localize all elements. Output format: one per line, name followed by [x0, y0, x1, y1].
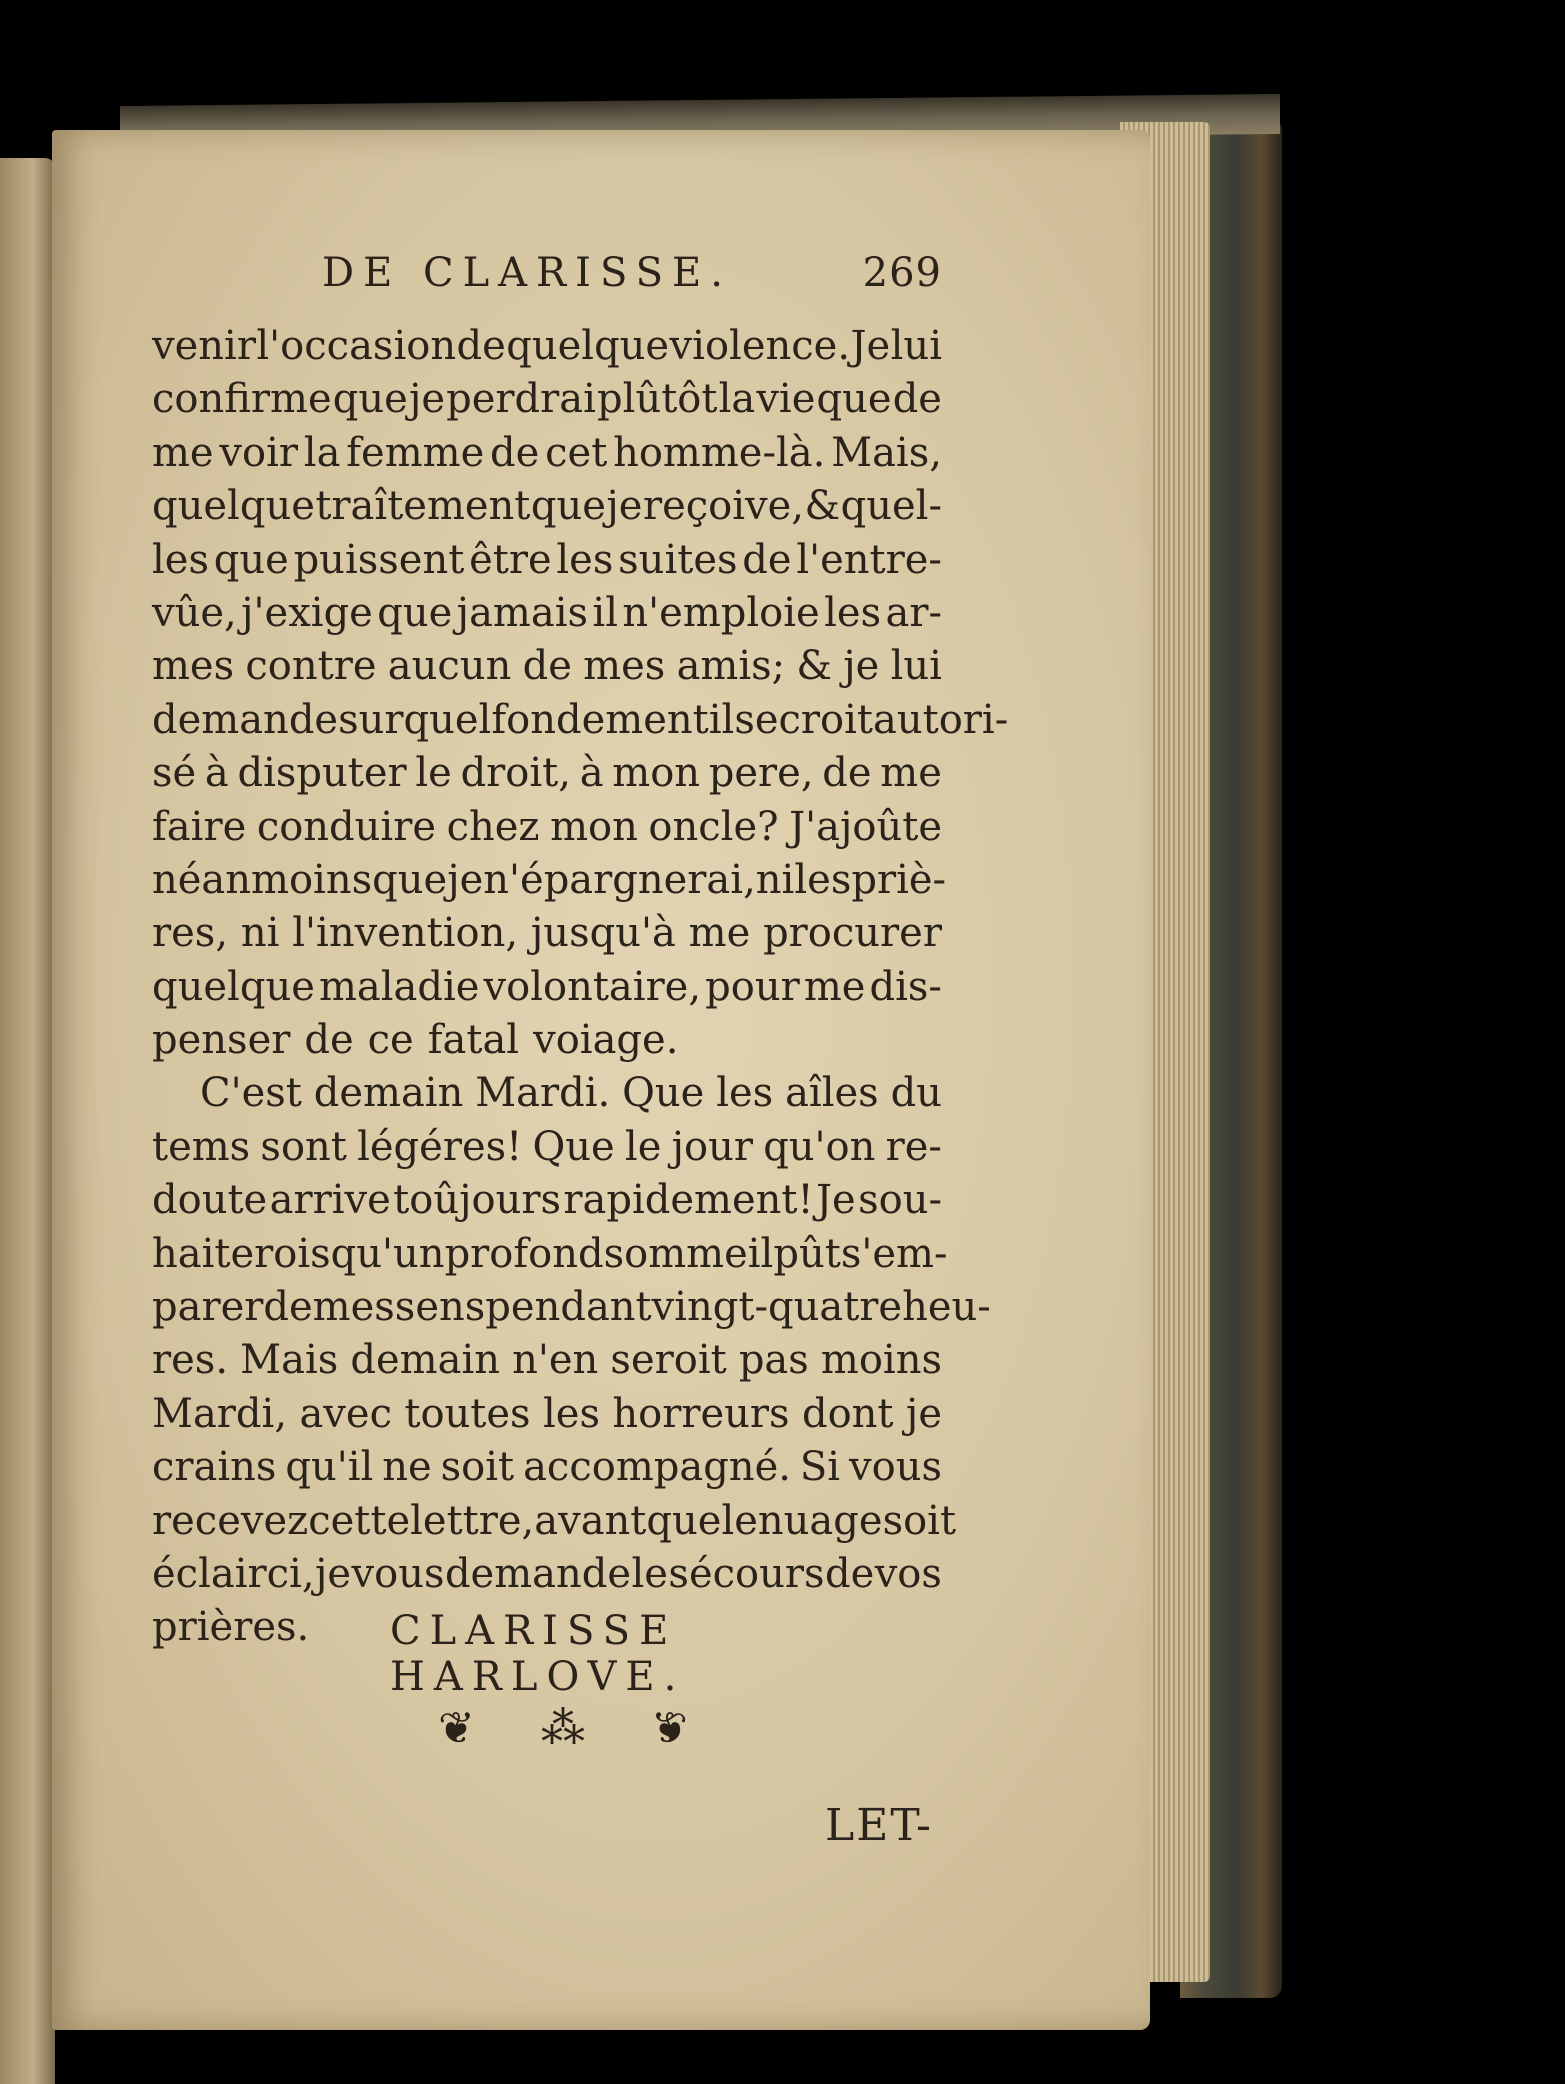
word: C'est [200, 1070, 302, 1117]
word: que [332, 376, 408, 423]
word: dont [801, 1390, 894, 1437]
word: ni [755, 856, 795, 903]
word: se [734, 696, 779, 743]
word: lui [890, 323, 942, 369]
word: disputer [237, 750, 407, 797]
word: que [213, 536, 289, 583]
word: mes [312, 1284, 395, 1331]
word: soit [440, 1444, 515, 1491]
word: je [905, 1390, 942, 1437]
word: la [718, 376, 756, 423]
text-line [152, 1174, 942, 1227]
word: Mardi, [152, 1390, 288, 1437]
word: les [824, 589, 882, 636]
word: heu- [902, 1284, 991, 1331]
word: de [490, 429, 540, 476]
word: cet [545, 429, 608, 476]
word: les [794, 856, 852, 903]
word: que [377, 589, 453, 636]
word: puissent [293, 536, 465, 583]
word: demande [152, 696, 339, 743]
word: Que [622, 1070, 705, 1117]
word: la [303, 429, 341, 476]
text-line [152, 320, 942, 373]
word: violence. [669, 323, 851, 369]
word: profond [444, 1230, 604, 1277]
signature: CLARISSE HARLOVE. [390, 1608, 686, 1700]
word: oncle? [648, 803, 779, 850]
word: l'entre- [796, 536, 942, 583]
text-line [152, 587, 942, 640]
word: que [530, 483, 606, 530]
word: mon [550, 803, 638, 850]
text-line [152, 534, 942, 587]
word: priè- [851, 856, 947, 903]
text-line [152, 1334, 942, 1387]
word: je [315, 1550, 352, 1597]
word: il [592, 589, 619, 636]
word: quelque [152, 483, 315, 530]
page-number: 269 [862, 250, 942, 296]
text-line [152, 1228, 948, 1281]
word: s'em- [840, 1230, 948, 1277]
word: horreurs [612, 1390, 790, 1437]
running-head [322, 250, 942, 306]
word: ce [367, 1017, 414, 1064]
text-line [152, 961, 942, 1014]
word: je [447, 856, 484, 903]
word: fatal [427, 1017, 520, 1064]
word: sécours [668, 1550, 825, 1597]
text-line [152, 480, 942, 533]
word: me [880, 750, 942, 797]
word: sens [394, 1284, 486, 1331]
word: Je [815, 1177, 856, 1224]
word: vie [756, 376, 816, 423]
word: vous [351, 1550, 445, 1597]
word: Je [850, 323, 891, 369]
word: les [556, 536, 614, 583]
word: arrive [269, 1177, 391, 1224]
word: & [796, 643, 833, 690]
word: sur [338, 696, 404, 743]
printer-ornament [438, 1698, 688, 1758]
word: res, [152, 910, 229, 957]
word: que [816, 376, 892, 423]
word: de [456, 323, 506, 369]
word: chez [446, 803, 540, 850]
word: nuage [757, 1497, 883, 1544]
word: me [803, 963, 866, 1010]
word: que [372, 856, 448, 903]
word: soit [882, 1497, 957, 1544]
word: jour [671, 1123, 753, 1170]
word: fondement [491, 696, 709, 743]
word: avant [534, 1497, 647, 1544]
word: Si [799, 1444, 841, 1491]
text-line [152, 1121, 942, 1174]
word: demain [350, 1337, 500, 1384]
word: les [716, 1070, 774, 1117]
word: quel- [840, 483, 942, 530]
word: qu'on [763, 1123, 876, 1170]
word: sou- [858, 1177, 942, 1224]
word: moins [820, 1337, 942, 1384]
word: quel [403, 696, 492, 743]
fleuron-left-icon: ❦ [438, 1702, 475, 1754]
word: je [408, 376, 446, 423]
word: procurer [763, 910, 942, 957]
word: jusqu'à [530, 910, 676, 957]
word: du [890, 1070, 942, 1117]
word: éclairci, [152, 1550, 315, 1597]
word: à [579, 750, 604, 797]
word: vûe, [152, 589, 237, 636]
word: de [522, 643, 572, 690]
word: toûjours [393, 1177, 561, 1224]
word: reçoive, [642, 483, 805, 530]
word: voir [219, 429, 298, 476]
word: venir [152, 323, 256, 369]
text-line [152, 1014, 942, 1067]
word: vos [874, 1550, 942, 1597]
word: néanmoins [152, 856, 373, 903]
word: voiage. [533, 1017, 679, 1064]
word: pour [705, 963, 800, 1010]
word: que [646, 1497, 722, 1544]
word: faire [152, 803, 247, 850]
word: le [415, 750, 452, 797]
word: & [804, 483, 841, 530]
word: mes [583, 643, 666, 690]
word: ne [382, 1444, 432, 1491]
word: Mais [240, 1337, 339, 1384]
word: Mardi. [475, 1070, 611, 1117]
left-page-edge [0, 158, 55, 2084]
text-line [152, 1548, 942, 1601]
word: de [304, 1017, 354, 1064]
text-line [152, 854, 947, 907]
word: J'ajoûte [789, 803, 942, 850]
word: Mais, [831, 429, 942, 476]
word: être [469, 536, 552, 583]
word: pendant [485, 1284, 652, 1331]
word: haiterois [152, 1230, 331, 1277]
word: à [204, 750, 229, 797]
fleuron-right-icon: ❦ [651, 1702, 688, 1754]
word: quelque [152, 963, 315, 1010]
word: toutes [404, 1390, 531, 1437]
word: les [543, 1390, 600, 1437]
word: re- [885, 1123, 942, 1170]
text-line [152, 747, 942, 800]
word: quelque [506, 323, 670, 369]
word: accompagné. [523, 1444, 791, 1491]
word: le [631, 1550, 668, 1597]
word: l'occasion [256, 323, 457, 369]
word: droit, [460, 750, 571, 797]
word: recevez [152, 1497, 309, 1544]
word: de [892, 376, 942, 423]
word: perdrai [446, 376, 596, 423]
word: sé [152, 750, 197, 797]
word: n'emploie [622, 589, 820, 636]
word: aîles [785, 1070, 879, 1117]
word: jamais [456, 589, 589, 636]
word: prières. [152, 1604, 310, 1651]
word: je [843, 643, 880, 690]
word: Que [532, 1123, 615, 1170]
text-line [152, 427, 942, 480]
word: me [152, 429, 214, 476]
word: autori- [873, 696, 1009, 743]
text-line [152, 1388, 942, 1441]
word: qu'il [285, 1444, 374, 1491]
word: maladie [318, 963, 480, 1010]
word: conduire [256, 803, 437, 850]
word: penser [152, 1017, 291, 1064]
text-line [152, 694, 1009, 747]
word: de [263, 1284, 313, 1331]
word: rapidement! [563, 1177, 814, 1224]
word: traîtement [315, 483, 531, 530]
word: de [822, 750, 872, 797]
word: je [606, 483, 643, 530]
text-line [152, 1067, 942, 1120]
word: cette [308, 1497, 411, 1544]
word: de [742, 536, 792, 583]
text-line [152, 373, 942, 426]
word: dis- [869, 963, 942, 1010]
word: les [152, 536, 209, 583]
word: contre [245, 643, 377, 690]
word: me [688, 910, 751, 957]
text-line [152, 907, 942, 960]
word: femme [346, 429, 485, 476]
word: res. [152, 1337, 229, 1384]
running-head-title: DE CLARISSE. [322, 250, 732, 296]
word: ni [240, 910, 280, 957]
word: ar- [885, 589, 942, 636]
word: pût [773, 1230, 841, 1277]
word: le [721, 1497, 758, 1544]
fleuron-center-icon: ⁂ [541, 1702, 585, 1754]
word: lui [890, 643, 942, 690]
word: plûtôt [597, 376, 718, 423]
word: tems [152, 1123, 251, 1170]
word: pas [738, 1337, 809, 1384]
body-text [152, 320, 1009, 1655]
word: croit [778, 696, 874, 743]
word: avec [299, 1390, 392, 1437]
word: seroit [610, 1337, 727, 1384]
word: demande [444, 1550, 632, 1597]
word: sommeil [603, 1230, 774, 1277]
word: j'exige [241, 589, 373, 636]
word: amis; [676, 643, 786, 690]
word: confirme [152, 376, 332, 423]
word: demain [313, 1070, 464, 1117]
word: n'épargnerai, [483, 856, 756, 903]
word: n'en [512, 1337, 599, 1384]
word: parer [152, 1284, 264, 1331]
text-line [152, 1281, 991, 1334]
text-line [152, 640, 942, 693]
word: mon [612, 750, 701, 797]
word: mes [152, 643, 235, 690]
word: doute [152, 1177, 268, 1224]
word: suites [618, 536, 738, 583]
catchword: LET- [825, 1800, 933, 1851]
word: le [624, 1123, 662, 1170]
word: qu'un [330, 1230, 445, 1277]
word: aucun [387, 643, 512, 690]
word: de [824, 1550, 875, 1597]
word: sont [260, 1123, 347, 1170]
word: crains [152, 1444, 277, 1491]
text-line [152, 1441, 942, 1494]
word: pere, [708, 750, 814, 797]
text-line [152, 1495, 957, 1548]
word: légéres! [357, 1123, 523, 1170]
word: l'invention, [292, 910, 519, 957]
word: il [708, 696, 735, 743]
word: vingt-quatre [651, 1284, 903, 1331]
word: vous [849, 1444, 942, 1491]
text-line [152, 801, 942, 854]
word: lettre, [410, 1497, 535, 1544]
word: homme-là. [613, 429, 826, 476]
word: volontaire, [483, 963, 702, 1010]
